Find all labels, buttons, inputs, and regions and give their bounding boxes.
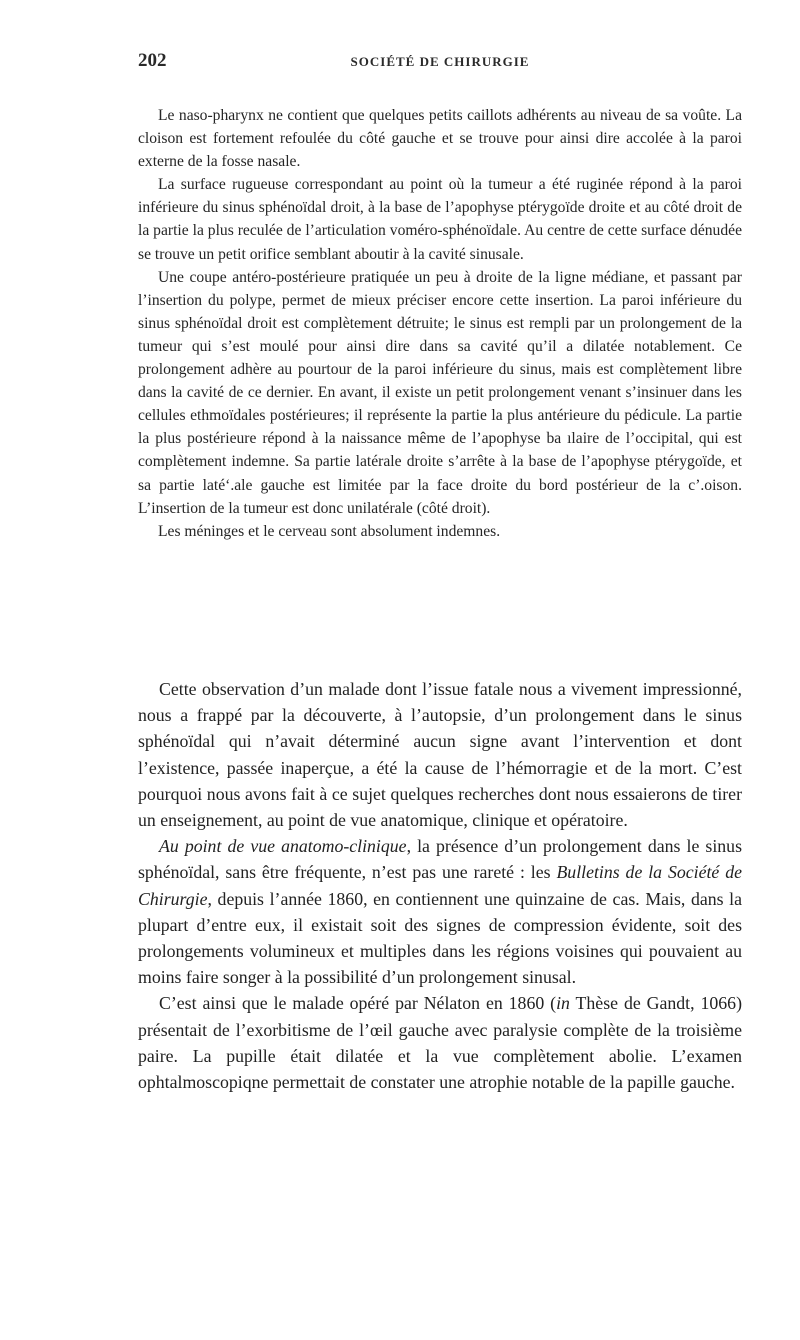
text-run: C’est ainsi que le malade opéré par Nélaton en 1860 ( [159,993,557,1014]
text-run: , la présence d’un prolongement dans le sinus sphénoïdal, sans être fréquente, n’est pas une rareté : les [138,836,742,883]
paragraph: Les méninges et le cerveau sont absolument indemnes. [158,522,501,540]
italic-heading: Au point de vue anatomo-clinique [159,836,407,857]
paragraph: Une coupe antéro-postérieure pratiquée un peu à droite de la ligne médiane, et passant par l’insertion du polype, permet de mieux préciser encore cette insertion. La paroi inférieure du sinus sphénoïdal droit est complètement détruite; le sinus est rempli par un prolongement de la tumeur qui s’est moulé pour ainsi dire dans sa cavité qu’il a dilatée notablement. Ce prolongement adhère au pourtour de la paroi inférieure du sinus, mais est complètement libre dans la cavité de ce dernier. En avant, il existe un petit prolongement venant s’insinuer dans les cellules ethmoïdales postérieures; il représente la partie la plus antérieure du pédicule. La partie la plus postérieure répond à la naissance même de l’apophyse ba ılaire de l’occipital, qui est complètement indemne. Sa partie latérale droite s’arrête à la base de l’apophyse ptérygoïde, et sa partie laté‘.ale gauche est limitée par la face droite du bord postérieur de la c’.oison. L’insertion de la tumeur est donc unilatérale (côté droit). [138,268,742,517]
italic-citation: in [556,993,570,1014]
text-run: , depuis l’année 1860, en contiennent une quinzaine de cas. Mais, dans la plupart d’entre eux, il existait soit des signes de compression évidente, soit des prolongements volumineux et multiples dans les régions voisines qui pouvaient au moins faire songer à la possibilité d’un prolongement sinusal. [138,888,742,988]
paragraph: Le naso-pharynx ne contient que quelques petits caillots adhérents au niveau de sa voûte. La cloison est fortement refoulée du côté gauche et se trouve pour ainsi dire accolée à la paroi externe de la fosse nasale. [138,107,742,171]
running-title: SOCIÉTÉ DE CHIRURGIE [350,54,530,69]
text-run: Thèse de Gandt, 1066) présentait de l’exorbitisme de l’œil gauche avec paralysie complète de la troisième paire. La pupille était dilatée et la vue complètement abolie. L’examen ophtalmoscopiqne permettait de constater une atrophie notable de la papille gauche. [138,993,742,1093]
paragraph [138,833,742,990]
paragraph [138,990,742,1095]
page-header [138,50,742,74]
italic-reference: Bulletins de la Société de Chirurgie [138,862,742,909]
paragraph: La surface rugueuse correspondant au point où la tumeur a été ruginée répond à la paroi inférieure du sinus sphénoïdal droit, à la base de l’apophyse ptérygoïde droite et au côté droit de la partie la plus reculée de l’articulation voméro-sphénoïdale. Au centre de cette surface dénudée se trouve un petit orifice semblant aboutir à la cavité sinusale. [138,176,742,263]
discussion-text [138,676,742,1095]
paragraph: Cette observation d’un malade dont l’issue fatale nous a vivement impressionné, nous a frappé par la découverte, à l’autopsie, d’un prolongement dans le sinus sphénoïdal qui n’avait déterminé aucun signe avant l’intervention et dont l’existence, passée inaperçue, a été la cause de l’hémorragie et de la mort. C’est pourquoi nous avons fait à ce sujet quelques recherches dont nous essaierons de tirer un enseignement, au point de vue anatomique, clinique et opératoire. [138,679,742,831]
page-number: 202 [138,50,167,71]
observation-autopsy-text [138,104,742,543]
